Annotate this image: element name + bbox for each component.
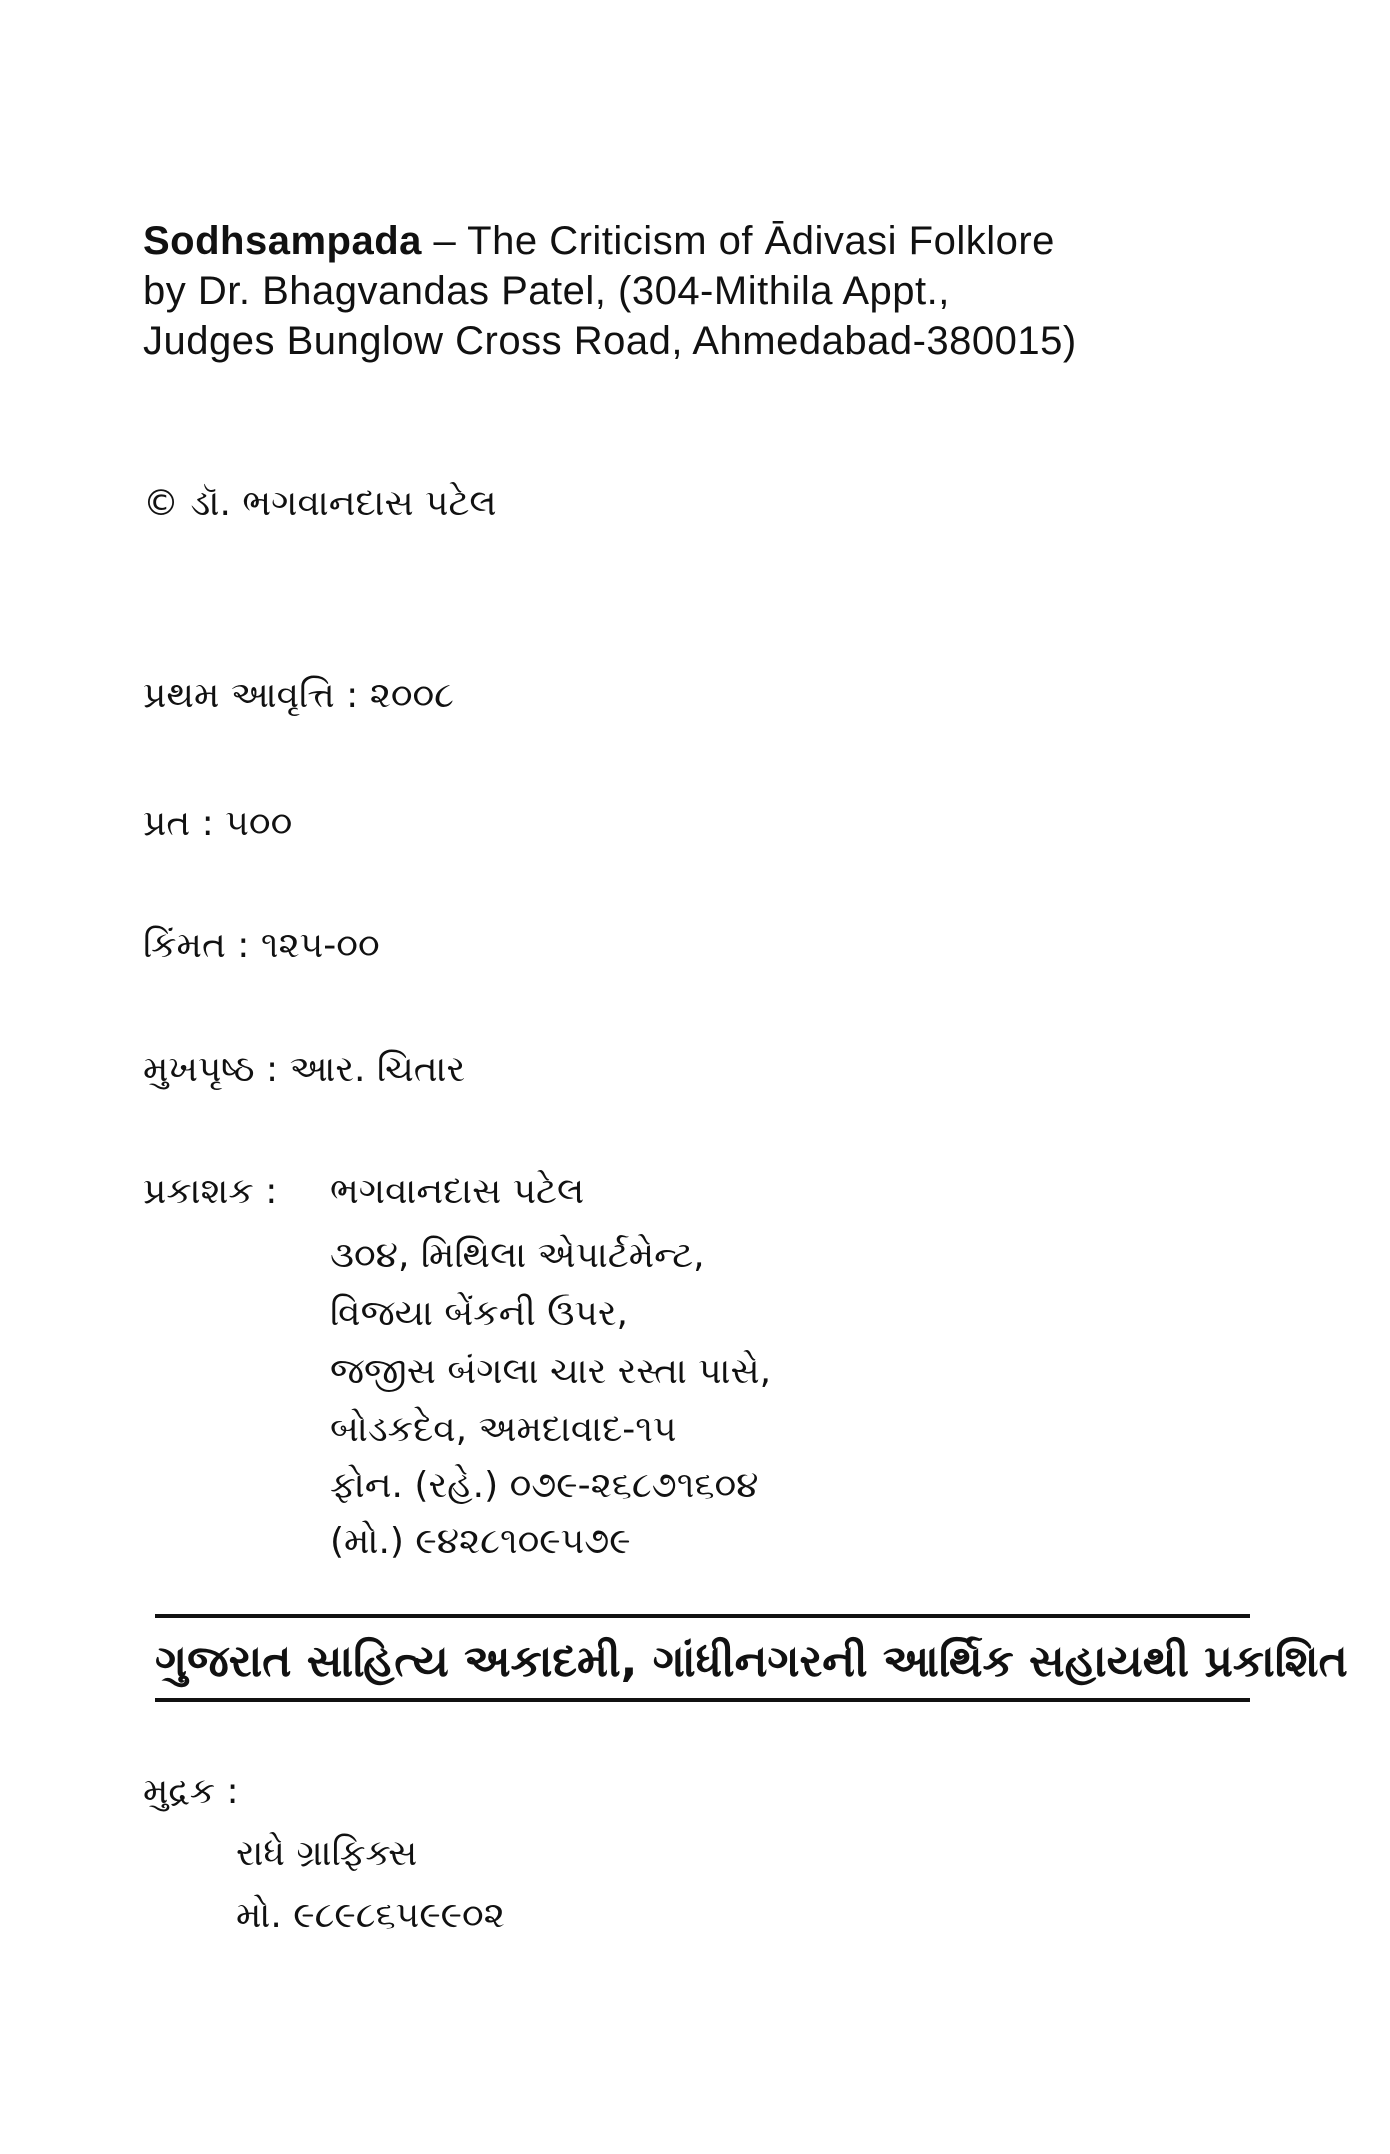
banner-top-rule xyxy=(155,1614,1250,1618)
printer-name: રાધે ગ્રાફિક્સ xyxy=(236,1833,418,1874)
banner-bottom-rule xyxy=(155,1698,1250,1702)
copyright-line: © ડૉ. ભગવાનદાસ પટેલ xyxy=(143,483,497,524)
imprint-line-2: by Dr. Bhagvandas Patel, (304-Mithila Appt., xyxy=(143,269,950,313)
publisher-address-line: ૩૦૪, મિથિલા એપાર્ટમેન્ટ, xyxy=(330,1235,705,1276)
title-dash: – xyxy=(433,219,457,263)
publisher-mobile-line: (મો.) ૯૪૨૮૧૦૯૫૭૯ xyxy=(330,1521,631,1562)
cover-credit-line: મુખપૃષ્ઠ : આર. ચિતાર xyxy=(143,1049,466,1090)
edition-line: પ્રથમ આવૃત્તિ : ૨૦૦૮ xyxy=(143,675,454,716)
publisher-address-line: ભગવાનદાસ પટેલ xyxy=(330,1171,585,1212)
publisher-address-line: વિજયા બેંકની ઉપર, xyxy=(330,1293,628,1334)
imprint-line-3: Judges Bunglow Cross Road, Ahmedabad-380015) xyxy=(143,319,1077,363)
sponsorship-banner: ગુજરાત સાહિત્ય અકાદમી, ગાંધીનગરની આર્થિક સહાયથી પ્રકાશિત xyxy=(155,1636,1348,1687)
price-line: કિંમત : ૧૨૫-૦૦ xyxy=(143,925,380,966)
imprint-line-1 xyxy=(143,216,1055,266)
publisher-address-line: બોડકદેવ, અમદાવાદ-૧૫ xyxy=(330,1409,677,1450)
publisher-label: પ્રકાશક : xyxy=(143,1171,278,1212)
book-title: Sodhsampada xyxy=(143,219,422,263)
book-subtitle: The Criticism of Ādivasi Folklore xyxy=(467,219,1055,263)
printer-label: મુદ્રક : xyxy=(143,1771,239,1812)
publisher-address-line: જજીસ બંગલા ચાર રસ્તા પાસે, xyxy=(330,1351,772,1392)
printer-phone: મો. ૯૮૯૮૬૫૯૯૦૨ xyxy=(236,1895,505,1936)
copies-line: પ્રત : ૫૦૦ xyxy=(143,803,293,844)
publisher-phone-line: ફોન. (રહે.) ૦૭૯-૨૬૮૭૧૬૦૪ xyxy=(330,1465,759,1506)
